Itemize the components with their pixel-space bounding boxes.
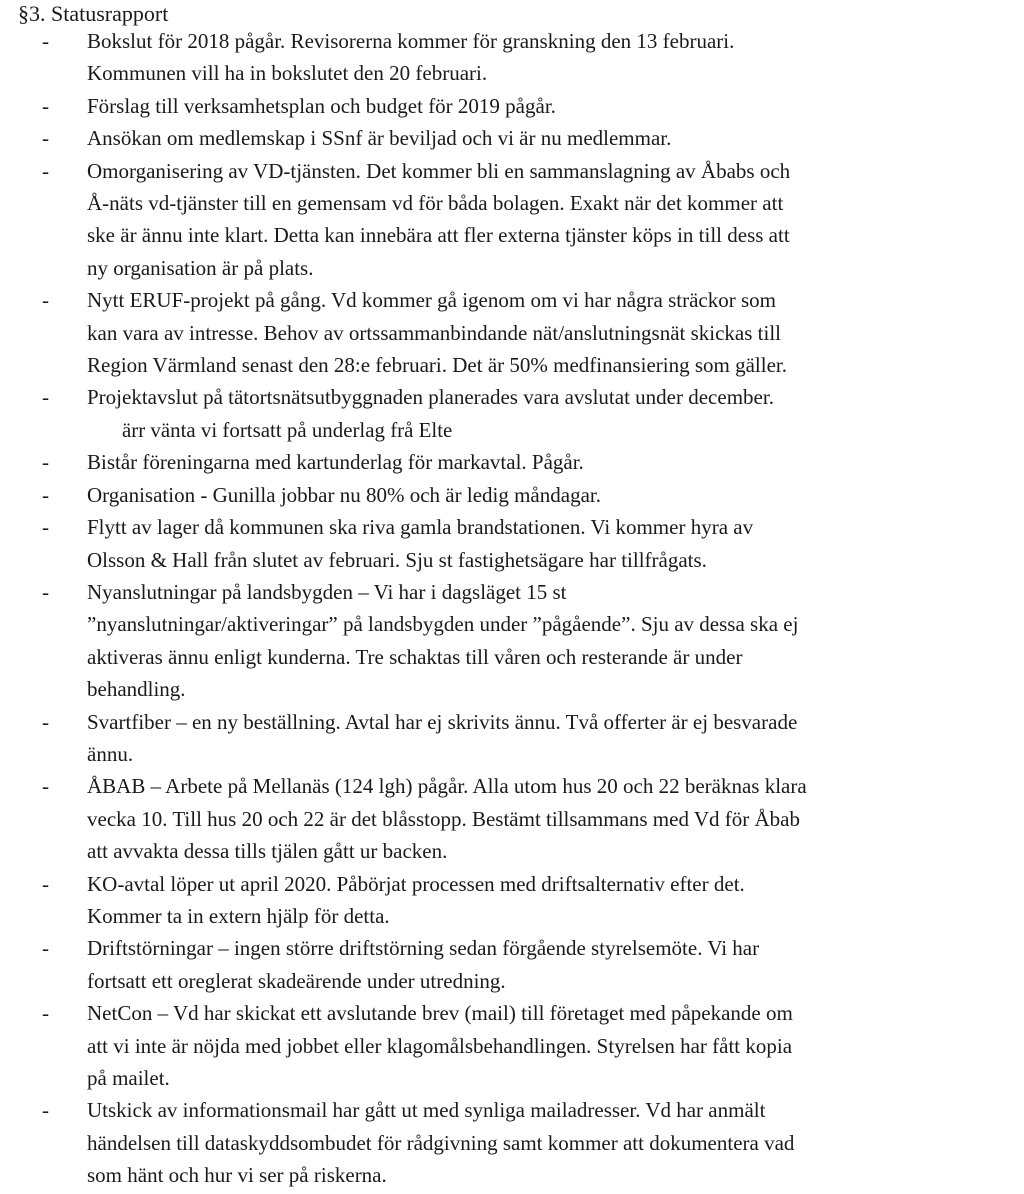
- list-item-text: [87, 1094, 1018, 1191]
- text-line: att vi inte är nöjda med jobbet eller klagomålsbehandlingen. Styrelsen har fått kopia: [87, 1033, 793, 1058]
- list-item-text: [87, 511, 1018, 576]
- list-item: [0, 997, 1024, 1094]
- text-line: ÅBAB – Arbete på Mellanäs (124 lgh) pågår. Alla utom hus 20 och 22 beräknas klara: [87, 774, 807, 799]
- text-line: Olsson & Hall från slutet av februari. Sju st fastighetsägare har tillfrågats.: [87, 547, 707, 572]
- list-bullet-dash: -: [42, 709, 49, 734]
- text-line: ärr vänta vi fortsatt på underlag frå Elte: [122, 417, 453, 442]
- list-item: [0, 122, 1024, 154]
- text-line: aktiveras ännu enligt kunderna. Tre schaktas till våren och resterande är under: [87, 644, 743, 669]
- list-item: [0, 381, 1024, 446]
- text-line: Nyanslutningar på landsbygden – Vi har i dagsläget 15 st: [87, 579, 567, 604]
- text-line: Å-näts vd-tjänster till en gemensam vd för båda bolagen. Exakt när det kommer att: [87, 191, 784, 216]
- text-line: Ansökan om medlemskap i SSnf är beviljad och vi är nu medlemmar.: [87, 126, 672, 151]
- text-line: Region Värmland senast den 28:e februari. Det är 50% medfinansiering som gäller.: [87, 353, 787, 378]
- text-line: fortsatt ett oreglerat skadeärende under utredning.: [87, 968, 506, 993]
- text-line: KO-avtal löper ut april 2020. Påbörjat processen med driftsalternativ efter det.: [87, 871, 745, 896]
- list-item-text: [87, 479, 1018, 511]
- list-item: [0, 1094, 1024, 1191]
- status-list: [0, 25, 1024, 1192]
- text-line: på mailet.: [87, 1066, 170, 1090]
- list-item: [0, 576, 1024, 706]
- list-bullet-dash: -: [42, 936, 49, 961]
- list-item-text: [87, 868, 1018, 933]
- list-item: [0, 90, 1024, 122]
- text-line: händelsen till dataskyddsombudet för rådgivning samt kommer att dokumentera vad: [87, 1130, 795, 1155]
- list-item: [0, 868, 1024, 933]
- text-line: Organisation - Gunilla jobbar nu 80% och är ledig måndagar.: [87, 482, 601, 507]
- list-bullet-dash: -: [42, 515, 49, 540]
- text-line: NetCon – Vd har skickat ett avslutande brev (mail) till företaget med påpekande om: [87, 1001, 793, 1026]
- text-line: Nytt ERUF-projekt på gång. Vd kommer gå igenom om vi har några sträckor som: [87, 288, 776, 313]
- text-line: Driftstörningar – ingen större driftstörning sedan förgående styrelsemöte. Vi har: [87, 936, 760, 961]
- list-bullet-dash: -: [42, 29, 49, 53]
- list-item: [0, 770, 1024, 867]
- list-bullet-dash: -: [42, 1001, 49, 1026]
- text-line: ännu.: [87, 741, 134, 766]
- list-item-text: [87, 997, 1018, 1094]
- list-item-text: [87, 122, 1018, 154]
- list-item: [0, 511, 1024, 576]
- text-line: Förslag till verksamhetsplan och budget för 2019 pågår.: [87, 93, 556, 118]
- list-item-text: [87, 284, 1018, 381]
- text-line: ”nyanslutningar/aktiveringar” på landsbygden under ”pågående”. Sju av dessa ska ej: [87, 612, 799, 637]
- list-item-text: [87, 770, 1018, 867]
- text-line: Utskick av informationsmail har gått ut med synliga mailadresser. Vd har anmält: [87, 1098, 766, 1123]
- text-line: kan vara av intresse. Behov av ortssammanbindande nät/anslutningsnät skickas till: [87, 320, 782, 345]
- text-line: som hänt och hur vi ser på riskerna.: [87, 1163, 387, 1188]
- text-line: Flytt av lager då kommunen ska riva gamla brandstationen. Vi kommer hyra av: [87, 515, 754, 540]
- list-item-text: [87, 706, 1018, 771]
- list-item-text: [87, 381, 1018, 413]
- partial-note-line: [122, 414, 1024, 446]
- list-bullet-dash: -: [42, 774, 49, 799]
- list-bullet-dash: -: [42, 1098, 49, 1123]
- text-line: behandling.: [87, 677, 186, 702]
- list-bullet-dash: -: [42, 450, 49, 475]
- text-line: Bistår föreningarna med kartunderlag för markavtal. Pågår.: [87, 450, 584, 475]
- list-item-text: [87, 25, 1018, 90]
- list-item-text: [87, 90, 1018, 122]
- list-item: [0, 284, 1024, 381]
- text-line: Projektavslut på tätortsnätsutbyggnaden planerades vara avslutat under december.: [87, 385, 774, 410]
- list-item-text: [87, 446, 1018, 478]
- text-line: Bokslut för 2018 pågår. Revisorerna kommer för granskning den 13 februari.: [87, 29, 735, 53]
- list-bullet-dash: -: [42, 158, 49, 183]
- list-bullet-dash: -: [42, 482, 49, 507]
- list-item: [0, 25, 1024, 90]
- list-item-text: [87, 576, 1018, 706]
- text-line: ske är ännu inte klart. Detta kan innebära att fler externa tjänster köps in till dess att: [87, 223, 790, 248]
- text-line: Omorganisering av VD-tjänsten. Det kommer bli en sammanslagning av Åbabs och: [87, 158, 791, 183]
- section-heading: §3. Statusrapport: [18, 1, 169, 26]
- list-item-text: [87, 155, 1018, 285]
- text-line: vecka 10. Till hus 20 och 22 är det blåsstopp. Bestämt tillsammans med Vd för Åbab: [87, 806, 800, 831]
- text-line: Kommunen vill ha in bokslutet den 20 februari.: [87, 61, 488, 86]
- list-bullet-dash: -: [42, 579, 49, 604]
- list-item: [0, 479, 1024, 511]
- text-line: Kommer ta in extern hjälp för detta.: [87, 903, 390, 928]
- list-item: [0, 155, 1024, 285]
- list-bullet-dash: -: [42, 385, 49, 410]
- list-bullet-dash: -: [42, 93, 49, 118]
- list-bullet-dash: -: [42, 126, 49, 151]
- list-bullet-dash: -: [42, 871, 49, 896]
- list-bullet-dash: -: [42, 288, 49, 313]
- text-line: ny organisation är på plats.: [87, 255, 314, 280]
- list-item-text: [87, 932, 1018, 997]
- list-item: [0, 706, 1024, 771]
- list-item: [0, 446, 1024, 478]
- text-line: att avvakta dessa tills tjälen gått ur backen.: [87, 839, 448, 864]
- text-line: Svartfiber – en ny beställning. Avtal har ej skrivits ännu. Två offerter är ej besvarade: [87, 709, 798, 734]
- list-item: [0, 932, 1024, 997]
